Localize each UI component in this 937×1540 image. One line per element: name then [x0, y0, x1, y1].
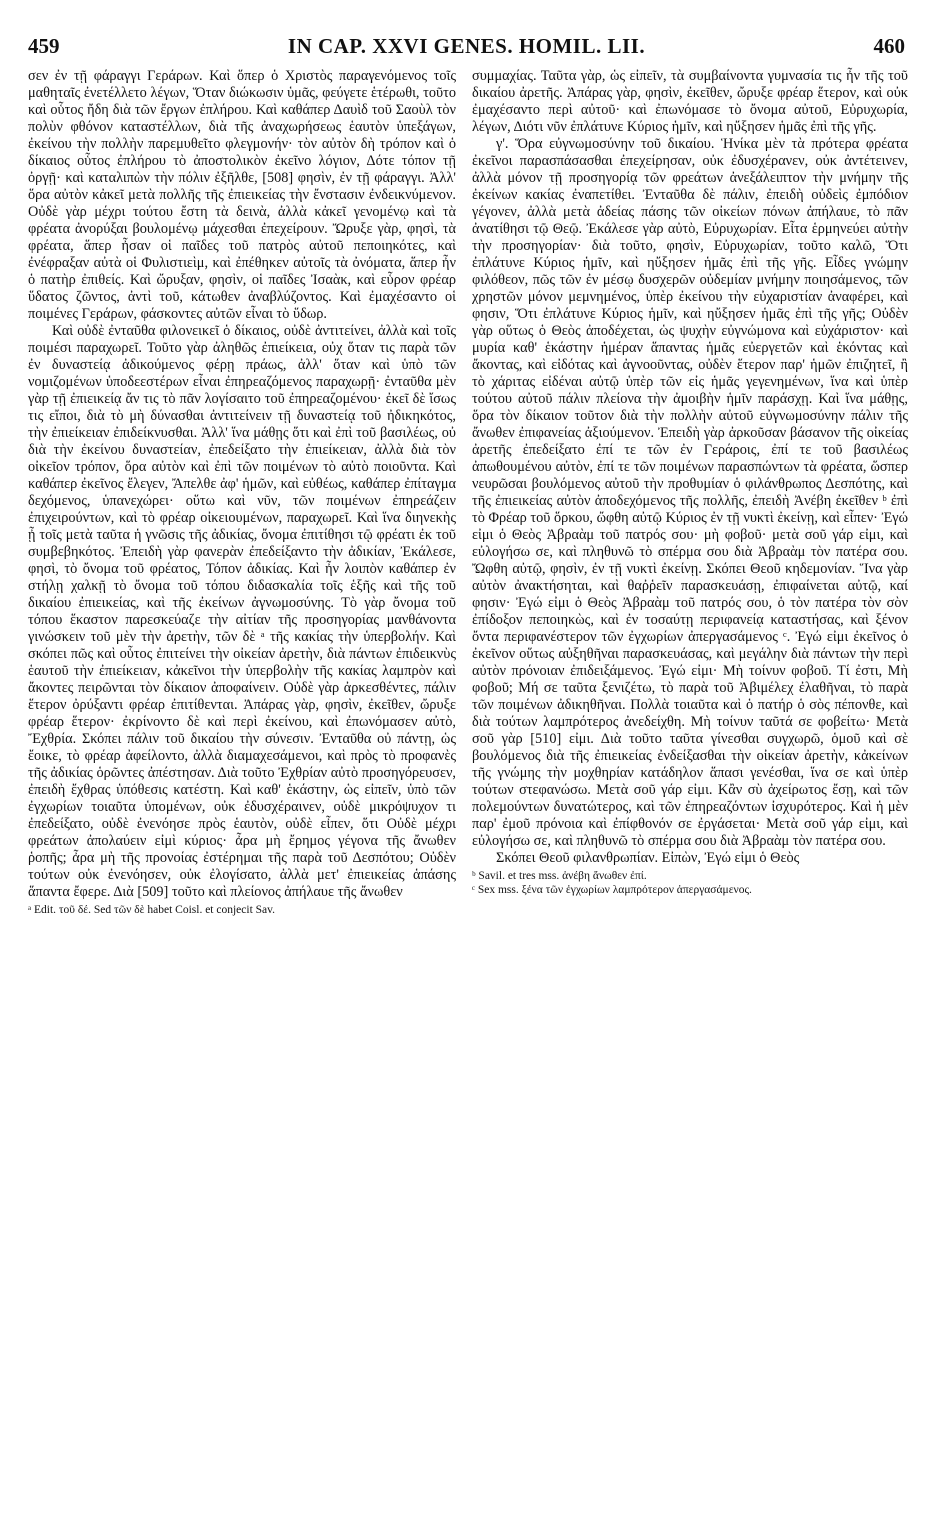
right-footnote-c: ᶜ Sex mss. ξένα τῶν ἐγχωρίων λαμπρότερον ἀπεργασάμενος.	[472, 884, 752, 896]
running-title: IN CAP. XXVI GENES. HOMIL. LII.	[287, 34, 646, 58]
page-header	[28, 34, 905, 64]
page-number-left: 459	[28, 34, 60, 58]
page-number-right: 460	[873, 34, 905, 58]
right-paragraph-1: συμμαχίας. Ταῦτα γὰρ, ὡς εἰπεῖν, τὰ συμβαίνοντα γυμνασία τις ἦν τῆς τοῦ δικαίου ἀρετῆς. Ἀπάρας γὰρ, φησὶν, ἐκεῖθεν, ὤρυξε φρέαρ ἕτερον, καὶ οὐκ ἐμαχέσαντο περὶ αὐτοῦ· καὶ ἐπωνόμασε τὸ ὄνομα αὐτοῦ, Εὐρυχωρία, λέγων, Διότι νῦν ἐπλάτυνε Κύριος ἡμῖν, καὶ ηὔξησεν ἡμᾶς ἐπὶ τῆς γῆς.	[472, 68, 908, 135]
right-column	[472, 68, 908, 897]
right-paragraph-2: γ'. Ὅρα εὐγνωμοσύνην τοῦ δικαίου. Ἡνίκα μὲν τὰ πρότερα φρέατα ἐκεῖνοι παρασπάσασθαι ἐπεχείρησαν, οὐκ ἐδυσχέρανεν, οὐκ ἀντέτεινεν, ἀλλὰ μόνον τῇ προσηγορίᾳ τῶν φρεάτων ἀνεξάλειπτον τὴν μνήμην τῆς ἐκείνων κακίας ἐναπετίθει. Ἐνταῦθα δὲ πάλιν, ἐπειδὴ οὐδεὶς ἐμπόδιον γέγονεν, ἀλλὰ μετὰ ἀδείας πάσης τῶν οἰκείων πόνων ἀπήλαυε, τὸ πᾶν ἀνατίθησι τῷ Θεῷ. Ἐκάλεσε γὰρ αὐτὸ, Εὐρυχωρίαν. Εἶτα ἑρμηνεύει αὐτὴν τὴν προσηγορίαν· διὰ τοῦτο, φησὶν, Εὐρυχωρίαν, τοῦτο καλῶ, Ὅτι ἐπλάτυνε Κύριος ἡμῖν, καὶ ηὔξησεν ἡμᾶς ἐπὶ τῆς γῆς. Εἶδες γνώμην φιλόθεον, πῶς τῶν ἐν μέσῳ δυσχερῶν οὐδεμίαν μνήμην ποιησάμενος, τῶν χρηστῶν μόνον μεμνημένος, ὑπὲρ ἐκείνου τὴν εὐχαριστίαν ἀναφέρει, καὶ φησιν, Ὅτι ἐπλάτυνε Κύριος ἡμῖν, καὶ ηὔξησεν ἡμᾶς ἐπὶ τῆς γῆς; Οὐδὲν γὰρ οὕτως ὁ Θεὸς ἀποδέχεται, ὡς ψυχὴν εὐγνώμονα καὶ εὐχάριστον· καὶ μυρία καθ' ἑκάστην ἡμέραν ἅπαντας ἡμᾶς εὐεργετῶν καὶ ἑκόντας καὶ ἄκοντας, καὶ εἰδότας καὶ ἀγνοοῦντας, οὐδὲν ἕτερον παρ' ἡμῶν ἐπιζητεῖ, ἢ τὸ χάριτας εἰδέναι αὐτῷ ὑπὲρ τῶν εἰς ἡμᾶς γεγενημένων, ἵνα καὶ ὑπὲρ τούτου αὐτοῦ πάλιν πλείονα τὴν ἀμοιβὴν ἡμῖν παράσχῃ. Καὶ ἵνα μάθῃς, ὅρα τὸν δίκαιον τοῦτον διὰ τὴν πολλὴν αὐτοῦ εὐγνωμοσύνην πάλιν τῆς ἄνωθεν ἐπιφανείας ἀξιούμενον. Ἐπειδὴ γὰρ ἀρκοῦσαν βάσανον τῆς οἰκείας ἀρετῆς ἐπεδείξατο ἐπί τε τῶν ἐν Γεράροις, ἐπί τε τοῦ βασιλέως ἀπωθουμένου αὐτὸν, ἐπί τε τῶν ποιμένων παρασπώντων τὰ φρέατα, ὥσπερ νευρῶσαι βουλόμενος αὐτοῦ τὴν προθυμίαν ὁ φιλάνθρωπος Δεσπότης, καὶ τῆς ἐπιεικείας αὐτὸν ἀποδεχόμενος τῆς πολλῆς, ἐπειδὴ Ἀνέβη ἐκεῖθεν ᵇ ἐπὶ τὸ Φρέαρ τοῦ ὅρκου, ὤφθη αὐτῷ Κύριος ἐν τῇ νυκτὶ ἐκείνῃ, καὶ εἶπεν· Ἐγώ εἰμι ὁ Θεὸς Ἀβραὰμ τοῦ πατρός σου· μὴ φοβοῦ· μετὰ σοῦ γάρ εἰμι, καὶ εὐλογήσω σε, καὶ πληθυνῶ τὸ σπέρμα σου διὰ Ἀβραὰμ τὸν πατέρα σου. Ὤφθη αὐτῷ, φησὶν, ἐν τῇ νυκτὶ ἐκείνῃ. Σκόπει Θεοῦ κηδεμονίαν. Ἵνα γὰρ αὐτὸν ἀνακτήσηται, καὶ θαῤῥεῖν παρασκευάσῃ, ἐπιφαίνεται αὐτῷ, καί φησιν· Ἐγώ εἰμι ὁ Θεὸς Ἀβραὰμ τοῦ πατρός σου, ὁ τὸν πατέρα τὸν σὸν ἐπίδοξον πεποιηκὼς, καὶ ἐν τοσαύτῃ περιφανείᾳ καταστήσας, καὶ ξένον ὄντα περιφανέστερον τῶν ἐγχωρίων ἀπεργασάμενος ᶜ. Ἐγώ εἰμι ἐκεῖνος ὁ ἐκεῖνον οὕτως αὐξηθῆναι παρασκευάσας, καὶ μεγάλην διὰ πάντων τὴν περὶ αὐτὸν πρόνοιαν ἐπιδειξάμενος. Ἐγώ εἰμι· Μὴ τοίνυν φοβοῦ. Τί ἐστι, Μὴ φοβοῦ; Μή σε ταῦτα ξενιζέτω, τὸ παρὰ τοῦ Ἀβιμέλεχ ἐλαθῆναι, τὸ παρὰ τῶν ποιμένων ἀδικηθῆναι. Πολλὰ τοιαῦτα καὶ ὁ πατήρ ὁ σὸς πέπονθε, καὶ διὰ τούτων λαμπρότερος ἀνεδείχθη. Μὴ τοίνυν ταῦτά σε φοβείτω· Μετὰ σοῦ γὰρ [510] εἰμι. Διὰ τοῦτο ταῦτα γίνεσθαι συγχωρῶ, ὁμοῦ καὶ σὲ βουλόμενος διὰ τῆς ἐπιεικείας ἐνδείξασθαι τὴν οἰκείαν ἀρετὴν, κἀκείνων τῆς γνώμης τὴν μοχθηρίαν κατάδηλον ἅπασι γενέσθαι, ἵνα σε καὶ ὑπὲρ τούτων στεφανώσω. Μετὰ σοῦ γάρ εἰμι. Κἂν σὺ ἀχείρωτος ἔσῃ, καὶ τῶν πολεμούντων δυνατώτερος, καὶ τῶν ἐπηρεαζόντων ἰσχυρότερος. Καὶ ἡ μὲν παρ' ἐμοῦ πρόνοια καὶ ἐπίφθονόν σε ἐργάσεται· Μετὰ σοῦ γάρ εἰμι, καὶ εὐλογήσω σε, καὶ πληθυνῶ τὸ σπέρμα σου διὰ Ἀβραὰμ τὸν πατέρα σου.	[472, 136, 908, 849]
left-paragraph-1: σεν ἐν τῇ φάραγγι Γεράρων. Καὶ ὅπερ ὁ Χριστὸς παραγενόμενος τοῖς μαθηταῖς ἐνετέλλετο λέγων, Ὅταν διώκωσιν ὑμᾶς, φεύγετε ἑτέρωθι, τοῦτο καὶ οὗτος ἤδη διὰ τῶν ἔργων ἐπλήρου. Καὶ καθάπερ Δαυὶδ τοῦ Σαοὺλ τὸν πολὺν φθόνον καταστέλλων, διὰ τῆς ἀναχωρήσεως ἑαυτὸν ὑπεξάγων, ἐκείνου τὴν πολλὴν παρεμυθεῖτο φλεγμονήν· τὸν αὐτὸν δὴ τρόπον καὶ ὁ δίκαιος οὗτος ἐπλήρου τὸ ἀποστολικὸν ἐκεῖνο λόγιον, Δότε τόπον τῇ ὀργῇ· καὶ καταλιπὼν τὴν πόλιν ἐξῆλθε, [508] φησὶν, ἐν τῇ φάραγγι. Ἀλλ' ὅρα αὐτὸν κἀκεῖ μετὰ πολλῆς τῆς ἐπιεικείας τὴν ἔνστασιν ἐνδεικνύμενον. Οὐδὲ γὰρ μέχρι τούτου ἔστη τὰ δεινὰ, ἀλλὰ κἀκεῖ γενομένῳ καὶ τὰ φρέατα ἀνορύξαι βουλομένῳ μάχεσθαι ἐπεχείρουν. Ὤρυξε γὰρ, φησὶ, τὰ φρέατα, ἅπερ ἦσαν οἱ παῖδες τοῦ πατρὸς αὐτοῦ πεποιηκότες, καὶ ἐνέφραξαν αὐτὰ οἱ Φυλιστιεὶμ, καὶ ἐπέθηκεν αὐτοῖς τὰ ὀνόματα, ἅπερ ἦν ὁ πατὴρ ἐπιθείς. Καὶ ὤρυξαν, φησὶν, οἱ παῖδες Ἰσαὰκ, καὶ εὗρον φρέαρ ὕδατος ζῶντος, ἀντὶ τοῦ, κάτωθεν ἀναβλύζοντος. Καὶ ἐμαχέσαντο οἱ ποιμένες Γεράρων, φάσκοντες αὐτῶν εἶναι τὸ ὕδωρ.	[28, 68, 456, 322]
right-paragraph-3: Σκόπει Θεοῦ φιλανθρωπίαν. Εἰπὼν, Ἐγώ εἰμι ὁ Θεὸς	[496, 850, 800, 866]
right-footnote-b: ᵇ Savil. et tres mss. ἀνέβη ἄνωθεν ἐπί.	[472, 870, 647, 882]
left-column	[28, 68, 456, 917]
left-paragraph-2: Καὶ οὐδὲ ἐνταῦθα φιλονεικεῖ ὁ δίκαιος, οὐδὲ ἀντιτείνει, ἀλλὰ καὶ τοῖς ποιμέσι παραχωρεῖ. Τοῦτο γὰρ ἀληθῶς ἐπιείκεια, οὐχ ὅταν τις παρὰ τῶν ἐν δυναστείᾳ ἀδικούμενος φέρῃ πράως, ἀλλ' ὅταν καὶ ὑπὸ τῶν νομιζομένων ὑποδεεστέρων εἶναι ἐπηρεαζόμενος παραχωρῇ· ἐνταῦθα μὲν γὰρ τῇ ἐπιεικείᾳ ἄν τις τὸ πᾶν λογίσαιτο τοῦ ἐπηρεαζομένου· ἐκεῖ δὲ ἴσως τις εἴποι, διὰ τὸ μὴ δύνασθαι ἀντιτείνειν τῇ δυναστείᾳ τοῦ ἠδικηκότος, τὴν ἐπιείκειαν ἐπιδείκνυσθαι. Ἀλλ' ἵνα μάθῃς ὅτι καὶ ἐπὶ τοῦ βασιλέως, οὐ διὰ τὴν ἐκείνου δυναστείαν, ἐπεδείξατο τὴν ἐπιείκειαν, ἀλλὰ διὰ τὸν οἰκεῖον τρόπον, ὅρα αὐτὸν καὶ ἐπὶ τῶν ποιμένων τὸ αὐτὸ ποιοῦντα. Καὶ καθάπερ ἐκεῖνος ἔλεγεν, Ἄπελθε ἀφ' ἡμῶν, καὶ εὐθέως, καθάπερ ἐπίταγμα δεχόμενος, ὑπανεχώρει· οὕτω καὶ νῦν, τῶν ποιμένων ἐπηρεάζειν ἐπιχειρούντων, καὶ τὸ φρέαρ οἰκειουμένων, παραχωρεῖ. Καὶ ἵνα διηνεκὴς ᾖ τοῖς μετὰ ταῦτα ἡ γνῶσις τῆς ἀδικίας, ὄνομα ἐπιτίθησι τῷ φρέατι ἐκ τοῦ συμβεβηκότος. Ἐπειδὴ γὰρ φανερὰν ἐπεδείξαντο τὴν ἀδικίαν, Ἐκάλεσε, φησὶ, τὸ ὄνομα τοῦ φρέατος, Τόπον ἀδικίας. Καὶ ἦν λοιπὸν καθάπερ ἐν στήλῃ χαλκῇ τὸ ὄνομα τοῦ τόπου διδασκαλία τοῖς ἑξῆς καὶ τῆς τοῦ δικαίου ἐπιεικείας, καὶ τῆς ἐκείνων ἀγνωμοσύνης. Τὸ γὰρ ὄνομα τοῦ τόπου ἕκαστον παρεσκεύαζε τὴν αἰτίαν τῆς προσηγορίας μανθάνοντα γινώσκειν τοῦ μὲν τὴν ἀρετὴν, τῶν δὲ ᵃ τῆς κακίας τὴν ὑπερβολήν. Καὶ σκόπει πῶς καὶ οὗτος ἐπιτείνει τὴν οἰκείαν ἀρετὴν, διὰ πάντων ἐπιδεικνὺς ἑαυτοῦ τὴν ἐπιείκειαν, κἀκεῖνοι τὴν ὑπερβολὴν τῆς κακίας λαμπρὸν καὶ ἄκοντες πειρῶνται τὸν δίκαιον ἀποφαίνειν. Οὐδὲ γὰρ ἀρκεσθέντες, πάλιν ἕτερον ὀρύξαντι φρέαρ ἐπιτίθενται. Ἀπάρας γὰρ, φησὶν, ἐκεῖθεν, ὤρυξε φρέαρ ἕτερον· ἐκρίνοντο δὲ καὶ περὶ ἐκείνου, καὶ ἐπωνόμασεν αὐτὸ, Ἔχθρία. Σκόπει πάλιν τοῦ δικαίου τὴν σύνεσιν. Ἐνταῦθα οὐ πάντῃ, ὡς ἔοικε, τὸ φρέαρ ἀφείλοντο, ἀλλὰ διαμαχεσάμενοι, καὶ πρὸς τὸ προφανὲς τῆς ἀδικίας ὁρῶντες ἀπέστησαν. Διὰ τοῦτο Ἐχθρίαν αὐτὸ προσηγόρευσεν, ἐπειδὴ ἔχθρας ὑπόθεσις κατέστη. Καὶ καθ' ἑκάστην, ὡς εἰπεῖν, ὑπὸ τῶν ἐγχωρίων τοιαῦτα ὑπομένων, οὐκ ἐδυσχέραινεν, οὐδὲ μικρόψυχον τι ἐπεδείξατο, οὐδὲ ἐνενόησε πρὸς ἑαυτὸν, οὐδὲ εἶπεν, ὅτι Οὐδὲ μέχρι φρεάτων ἀπολαύειν εἰμὶ κύριος· ἆρα μὴ ἔρημος γέγονα τῆς ἄνωθεν ῥοπῆς; ἆρα μὴ τῆς προνοίας ἐστέρημαι τῆς παρὰ τοῦ Δεσπότου; Οὐδὲν τούτων οὐκ ἐνενόησεν, οὐκ ἐλογίσατο, ἀλλὰ μετ' ἐπιεικείας ἁπάσης ἅπαντα ἔφερε. Διὰ [509] τοῦτο καὶ πλείονος ἀπήλαυε τῆς ἄνωθεν	[28, 323, 456, 900]
left-footnote: ᵃ Edit. τοῦ δέ. Sed τῶν δὲ habet Coisl. et conjecit Sav.	[28, 904, 276, 916]
